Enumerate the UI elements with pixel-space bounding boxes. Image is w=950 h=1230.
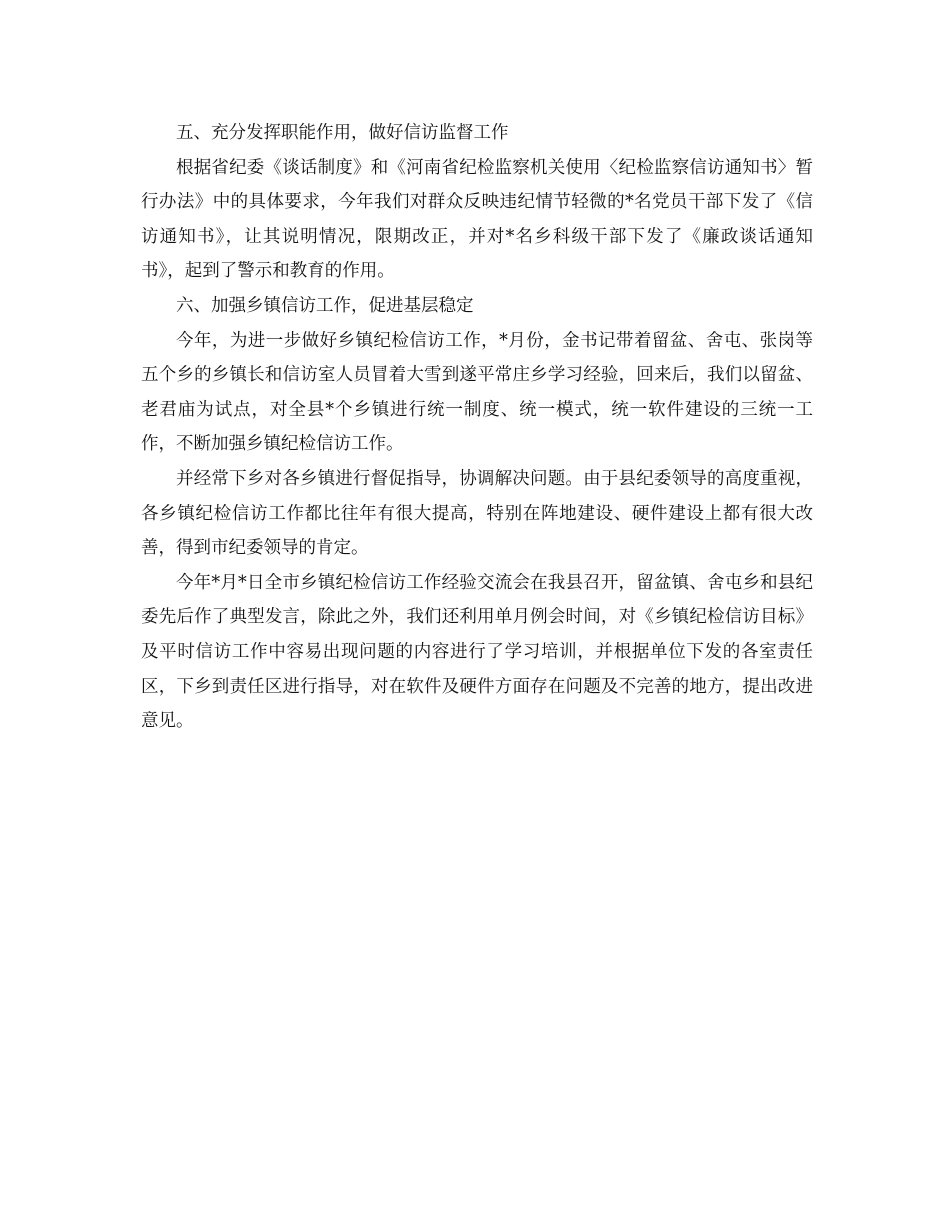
section-heading-six: 六、加强乡镇信访工作，促进基层稳定 <box>176 295 474 316</box>
paragraph-township-work: 今年，为进一步做好乡镇纪检信访工作，*月份，金书记带着留盆、舍屯、张岗等五个乡的乡镇长和信访室人员冒着大雪到遂平常庄乡学习经验，回来后，我们以留盆、老君庙为试点，对全县*个乡镇进行统一制度、统一模式，统一软件建设的三统一工作，不断加强乡镇纪检信访工作。 <box>141 330 813 455</box>
paragraph-exchange-meeting: 今年*月*日全市乡镇纪检信访工作经验交流会在我县召开，留盆镇、舍屯乡和县纪委先后作了典型发言，除此之外，我们还利用单月例会时间，对《乡镇纪检信访目标》及平时信访工作中容易出现问题的内容进行了学习培训，并根据单位下发的各室责任区，下乡到责任区进行指导，对在软件及硬件方面存在问题及不完善的地方，提出改进意见。 <box>141 572 813 732</box>
paragraph-supervision: 并经常下乡对各乡镇进行督促指导，协调解决问题。由于县纪委领导的高度重视，各乡镇纪检信访工作都比往年有很大提高，特别在阵地建设、硬件建设上都有很大改善，得到市纪委领导的肯定。 <box>141 468 813 559</box>
paragraph-letter-notices: 根据省纪委《谈话制度》和《河南省纪检监察机关使用〈纪检监察信访通知书〉暂行办法》中的具体要求，今年我们对群众反映违纪情节轻微的*名党员干部下发了《信访通知书》，让其说明情况，限期改正，并对*名乡科级干部下发了《廉政谈话通知书》，起到了警示和教育的作用。 <box>141 157 813 282</box>
document-body <box>141 116 813 739</box>
section-heading-five: 五、充分发挥职能作用，做好信访监督工作 <box>176 123 509 143</box>
